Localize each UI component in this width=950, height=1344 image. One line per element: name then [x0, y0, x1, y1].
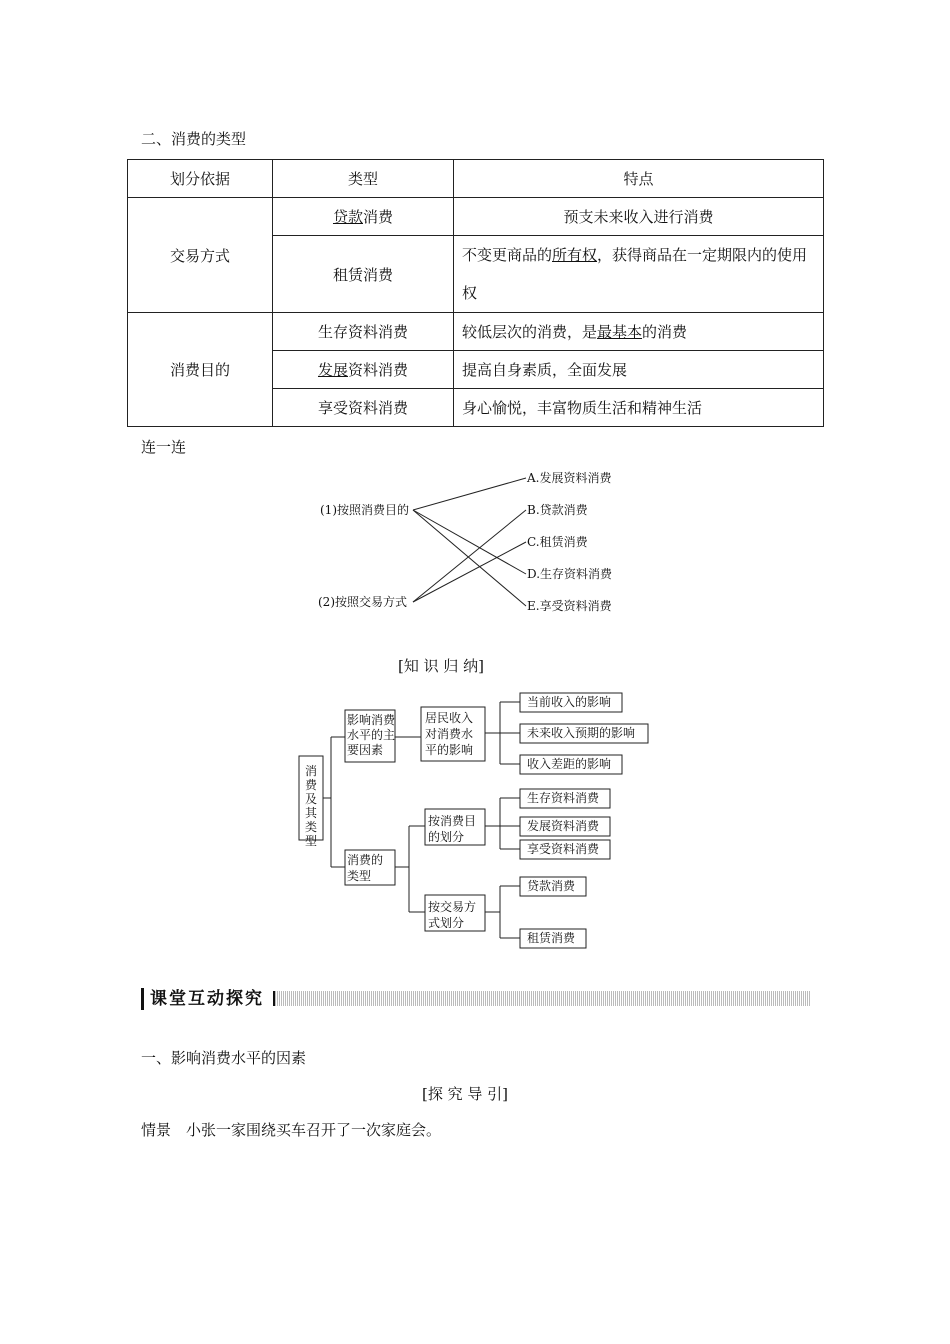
table-header: 类型	[273, 160, 454, 198]
tree-root-char: 型	[304, 834, 318, 848]
tree-root-char: 费	[304, 778, 318, 792]
type-text: 资料消费	[348, 361, 409, 379]
inquiry-guide-title: [探 究 导 引]	[422, 1085, 509, 1103]
match-right-item: E.享受资料消费	[527, 599, 612, 613]
feature-text: 不变更商品的	[462, 246, 553, 264]
match-right-item: D.生存资料消费	[527, 567, 613, 581]
underlined-word: 所有权	[552, 246, 598, 264]
tree-leaf-label: 租赁消费	[527, 931, 576, 945]
underlined-word: 贷款	[332, 208, 363, 226]
banner-title: 课堂互动探究	[141, 988, 264, 1010]
feature-cell: 预支未来收入进行消费	[454, 198, 824, 236]
banner-stripe	[273, 991, 811, 1006]
table-header: 划分依据	[128, 160, 273, 198]
type-cell: 生存资料消费	[273, 313, 454, 351]
section-banner	[141, 988, 811, 1010]
underlined-word: 发展	[317, 361, 348, 379]
tree-leaf-label: 生存资料消费	[527, 791, 600, 805]
tree-leaf-label: 未来收入预期的影响	[527, 726, 636, 740]
tree-leaf-label: 享受资料消费	[527, 842, 600, 856]
tree-node-label: 居民收入	[425, 711, 474, 725]
tree-labels	[305, 694, 635, 945]
section-title-factors: 一、影响消费水平的因素	[141, 1049, 307, 1067]
type-cell: 租赁消费	[273, 236, 454, 313]
tree-leaf-label: 收入差距的影响	[527, 757, 612, 771]
tree-leaf-label: 发展资料消费	[527, 819, 600, 833]
tree-root-char: 类	[304, 820, 318, 834]
tree-leaf-label: 当前收入的影响	[527, 695, 612, 709]
tree-root-char: 其	[304, 806, 318, 820]
tree-leaf-label: 贷款消费	[527, 879, 576, 893]
tree-node-label: 类型	[347, 869, 372, 883]
tree-root-label	[305, 763, 318, 848]
feature-text: 的消费	[642, 323, 688, 341]
match-left-item: (2)按照交易方式	[318, 595, 407, 609]
feature-text: ，获得商品在一定期限内的使用权	[462, 246, 808, 302]
match-right-item: B.贷款消费	[527, 503, 588, 517]
tree-root-char: 及	[304, 792, 318, 806]
group-cell: 交易方式	[128, 198, 273, 313]
underlined-word: 最基本	[597, 323, 643, 341]
tree-node-label: 要因素	[347, 743, 384, 757]
tree-root-char: 消	[304, 764, 318, 778]
tree-node-label: 式划分	[428, 916, 465, 930]
type-cell: 享受资料消费	[273, 389, 454, 427]
match-right-item: A.发展资料消费	[527, 471, 612, 485]
match-left-item: (1)按照消费目的	[320, 503, 409, 517]
tree-node-label: 对消费水	[425, 727, 474, 741]
knowledge-summary-title: [知 识 归 纳]	[398, 657, 485, 675]
tree-node-label: 平的影响	[425, 743, 474, 757]
tree-node-label: 影响消费	[347, 713, 396, 727]
table-header: 特点	[454, 160, 824, 198]
type-text: 消费	[363, 208, 394, 226]
tree-node-label: 按交易方	[428, 900, 477, 914]
scenario-text: 情景 小张一家围绕买车召开了一次家庭会。	[141, 1121, 442, 1139]
feature-cell: 身心愉悦，丰富物质生活和精神生活	[454, 389, 824, 427]
tree-node-label: 按消费目	[428, 814, 477, 828]
section-title-consumption-types: 二、消费的类型	[141, 130, 247, 148]
tree-node-label: 消费的	[347, 853, 384, 867]
feature-text: 较低层次的消费，是	[462, 323, 598, 341]
tree-node-label: 的划分	[428, 830, 465, 844]
feature-cell: 提高自身素质，全面发展	[454, 351, 824, 389]
tree-node-label: 水平的主	[347, 728, 396, 742]
matching-title: 连一连	[141, 438, 187, 456]
match-right-item: C.租赁消费	[527, 535, 588, 549]
group-cell: 消费目的	[128, 313, 273, 427]
